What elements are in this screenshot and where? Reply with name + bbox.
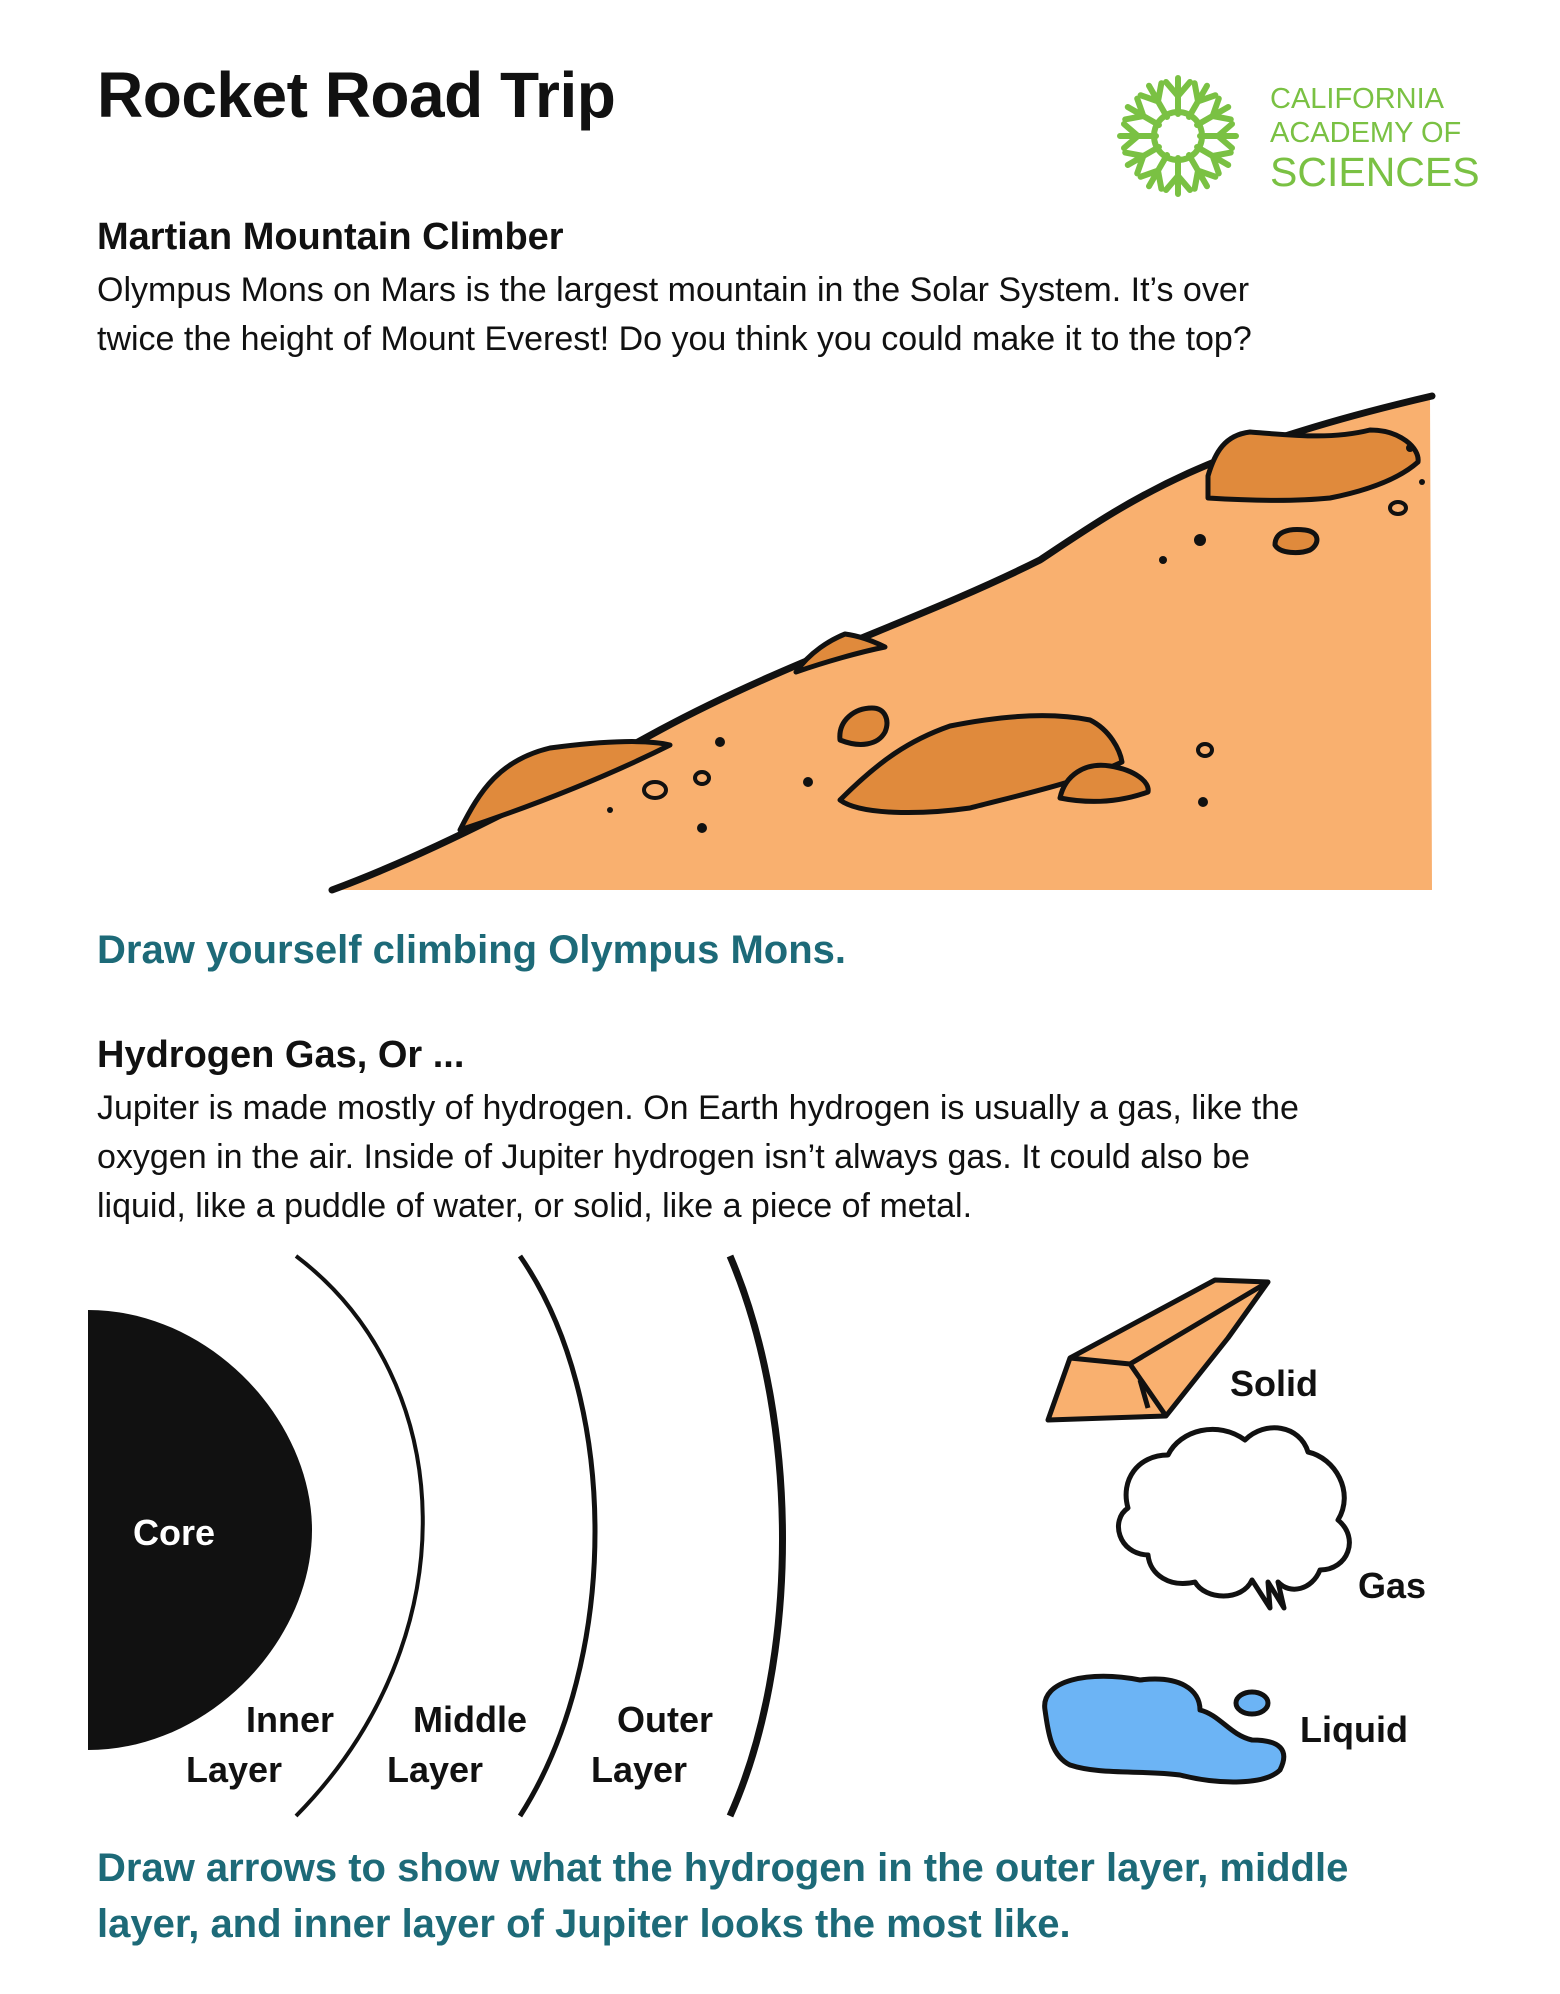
logo-line-3: SCIENCES <box>1270 149 1480 195</box>
sunburst-logo-icon <box>1108 66 1248 206</box>
section1-heading: Martian Mountain Climber <box>97 216 564 258</box>
middle-layer-label-1: Middle <box>413 1699 527 1740</box>
logo-line-1: CALIFORNIA <box>1270 83 1445 115</box>
inner-layer-label-2: Layer <box>186 1749 283 1790</box>
gas-label: Gas <box>1358 1565 1427 1606</box>
section1-line-2: twice the height of Mount Everest! Do you think you could make it to the top? <box>97 320 1252 358</box>
rock-7 <box>1275 530 1317 553</box>
section2-heading: Hydrogen Gas, Or ... <box>97 1034 465 1076</box>
middle-layer-label-2: Layer <box>387 1749 484 1790</box>
section2-instruction-line-2: layer, and inner layer of Jupiter looks the most like. <box>97 1902 1071 1946</box>
section2-line-2: oxygen in the air. Inside of Jupiter hydrogen isn’t always gas. It could also be <box>97 1138 1250 1176</box>
states-of-matter-illustration <box>1030 1270 1490 1800</box>
academy-logo-text <box>1270 82 1480 194</box>
outer-layer-label-2: Layer <box>591 1749 688 1790</box>
logo-line-2: ACADEMY OF <box>1270 117 1462 149</box>
academy-logo <box>1108 66 1248 206</box>
solid-label: Solid <box>1230 1363 1318 1404</box>
outer-layer-boundary <box>730 1256 783 1816</box>
section2-instruction-line-1: Draw arrows to show what the hydrogen in the outer layer, middle <box>97 1846 1349 1890</box>
section2-line-1: Jupiter is made mostly of hydrogen. On Earth hydrogen is usually a gas, like the <box>97 1089 1299 1127</box>
section2-instruction <box>97 1840 1348 1952</box>
section2-line-3: liquid, like a puddle of water, or solid, like a piece of metal. <box>97 1187 973 1225</box>
gas-cloud-icon <box>1118 1428 1349 1608</box>
inner-layer-label-1: Inner <box>246 1699 335 1740</box>
section1-line-1: Olympus Mons on Mars is the largest mountain in the Solar System. It’s over <box>97 271 1250 309</box>
liquid-puddle-icon <box>1045 1676 1284 1782</box>
olympus-mons-illustration <box>320 390 1450 900</box>
middle-layer-boundary <box>520 1256 595 1816</box>
section1-instruction: Draw yourself climbing Olympus Mons. <box>97 928 847 972</box>
section1-body <box>97 266 1497 364</box>
section2-body <box>97 1084 1497 1231</box>
core-label: Core <box>133 1512 216 1553</box>
outer-layer-label-1: Outer <box>617 1699 714 1740</box>
jupiter-layers-illustration <box>0 1240 860 1840</box>
liquid-label: Liquid <box>1300 1709 1408 1750</box>
page-title: Rocket Road Trip <box>97 59 616 131</box>
